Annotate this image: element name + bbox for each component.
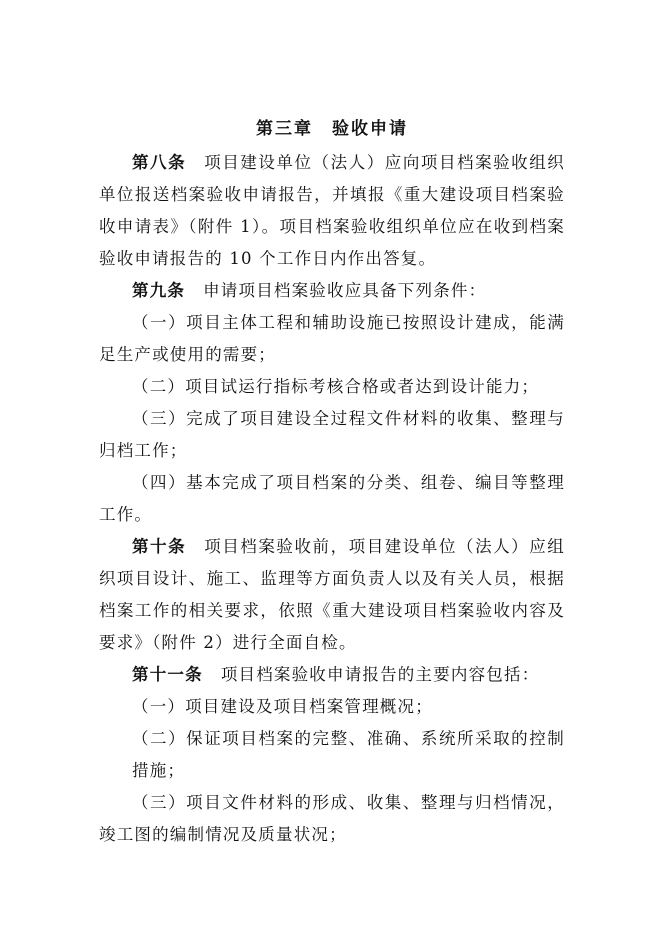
article-9 [99,275,565,307]
article-11 [99,659,565,691]
document-body [99,117,565,851]
article-11-item-3: （三）项目文件材料的形成、收集、整理与归档情况，竣工图的编制情况及质量状况； [99,793,565,844]
article-11-item-2: （二）保证项目档案的完整、准确、系统所采取的控制措施； [132,729,565,780]
article-9-item-4: （四）基本完成了项目档案的分类、组卷、编目等整理工作。 [99,473,565,524]
article-9-item-2: （二）项目试运行指标考核合格或者达到设计能力； [132,377,540,396]
article-11-item-1: （一）项目建设及项目档案管理概况； [132,697,433,716]
article-9-item-3: （三）完成了项目建设全过程文件材料的收集、整理与归档工作； [99,409,565,460]
article-8 [99,147,565,275]
article-8-number: 第八条 [132,153,187,172]
article-8-text: 项目建设单位（法人）应向项目档案验收组织单位报送档案验收申请报告，并填报《重大建设项目档案验收申请表》（附件 1）。项目档案验收组织单位应在收到档案验收申请报告的 10 个工作日内作出答复。 [99,153,566,268]
article-9-item-1: （一）项目主体工程和辅助设施已按照设计建成，能满足生产或使用的需要； [99,313,565,364]
article-9-text: 申请项目档案验收应具备下列条件： [203,281,487,300]
article-10 [99,531,565,659]
article-10-text: 项目档案验收前，项目建设单位（法人）应组织项目设计、施工、监理等方面负责人以及有关人员，根据档案工作的相关要求，依照《重大建设项目档案验收内容及要求》（附件 2）进行全面自检。 [99,537,566,652]
article-9-number: 第九条 [132,281,186,300]
article-11-text: 项目档案验收申请报告的主要内容包括： [220,665,540,684]
article-11-number: 第十一条 [132,665,203,684]
article-10-number: 第十条 [132,537,187,556]
chapter-title: 第三章 验收申请 [256,119,408,139]
